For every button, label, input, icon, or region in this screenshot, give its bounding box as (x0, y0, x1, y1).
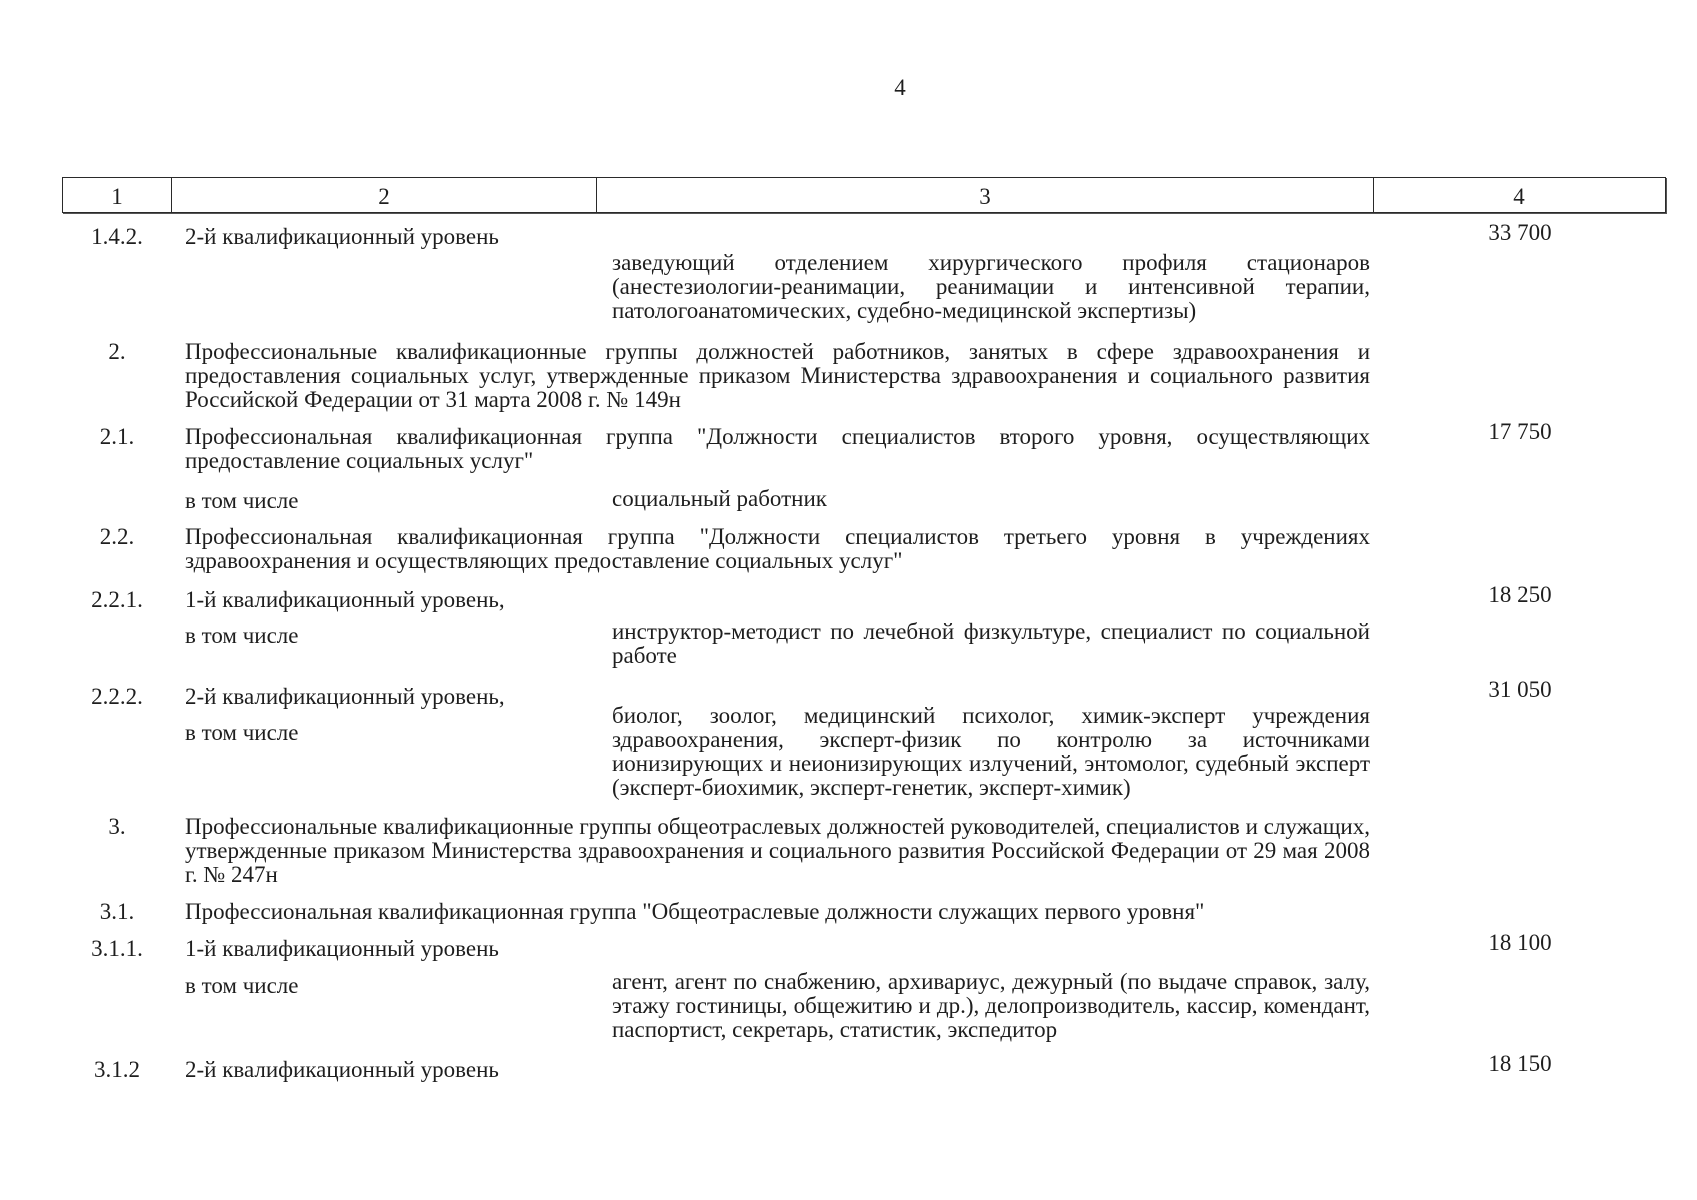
group-title: Профессиональная квалификационная группа "Должности специалистов третьего уровня в учреждениях здравоохранения и осуществляющих предоставление социальных услуг" (185, 524, 1370, 573)
row-number: 1.4.2. (91, 224, 143, 249)
positions-list: заведующий отделением хирургического профиля стационаров (анестезиологии-реанимации, реанимации и интенсивной терапии, патологоанатомических, судебно-медицинской экспертизы) (612, 250, 1370, 323)
salary-value: 18 250 (1488, 582, 1552, 607)
salary-value: 18 150 (1488, 1051, 1552, 1076)
positions-list: агент, агент по снабжению, архивариус, дежурный (по выдаче справок, залу, этажу гостиницы, общежитию и др.), делопроизводитель, кассир, комендант, паспортист, секретарь, статистик, экспедитор (612, 969, 1370, 1042)
sub-label: в том числе (185, 488, 299, 513)
row-number: 2.2.2. (91, 684, 143, 709)
header-col-4: 4 (1513, 184, 1525, 209)
row-number: 2.2. (99, 524, 135, 549)
level-label: 1-й квалификационный уровень, (185, 587, 505, 612)
row-number: 2.1. (99, 424, 135, 449)
group-title: Профессиональная квалификационная группа "Общеотраслевые должности служащих первого уровня" (185, 899, 1205, 924)
sub-label: в том числе (185, 973, 299, 998)
group-title: Профессиональная квалификационная группа "Должности специалистов второго уровня, осуществляющих предоставление социальных услуг" (185, 424, 1370, 473)
salary-value: 33 700 (1488, 220, 1552, 245)
row-number: 3.1.1. (91, 936, 143, 961)
salary-value: 31 050 (1488, 677, 1552, 702)
row-number: 3. (108, 814, 126, 839)
positions-list: социальный работник (612, 486, 827, 511)
salary-value: 18 100 (1488, 930, 1552, 955)
sub-label: в том числе (185, 720, 299, 745)
page-number: 4 (894, 75, 906, 100)
salary-value: 17 750 (1488, 419, 1552, 444)
group-title: Профессиональные квалификационные группы должностей работников, занятых в сфере здравоохранения и предоставления социальных услуг, утвержденные приказом Министерства здравоохранения и социального развития Российской Федерации от 31 марта 2008 г. № 149н (185, 339, 1370, 412)
row-number: 2. (108, 339, 126, 364)
row-number: 2.2.1. (91, 587, 143, 612)
positions-list: инструктор-методист по лечебной физкультуре, специалист по социальной работе (612, 619, 1370, 668)
header-col-2: 2 (172, 178, 597, 212)
level-label: 2-й квалификационный уровень (185, 1057, 499, 1082)
header-col-1: 1 (63, 178, 172, 212)
row-number: 3.1. (99, 899, 135, 924)
header-col-3: 3 (597, 178, 1374, 212)
sub-label: в том числе (185, 623, 299, 648)
table-header (62, 177, 1666, 213)
level-label: 2-й квалификационный уровень, (185, 684, 505, 709)
level-label: 1-й квалификационный уровень (185, 936, 499, 961)
level-label: 2-й квалификационный уровень (185, 224, 499, 249)
positions-list: биолог, зоолог, медицинский психолог, химик-эксперт учреждения здравоохранения, эксперт-физик по контролю за источниками ионизирующих и неионизирующих излучений, энтомолог, судебный эксперт (эксперт-биохимик, эксперт-генетик, эксперт-химик) (612, 703, 1370, 800)
row-number: 3.1.2 (94, 1057, 140, 1082)
group-title: Профессиональные квалификационные группы общеотраслевых должностей руководителей, специалистов и служащих, утвержденные приказом Министерства здравоохранения и социального развития Российской Федерации от 29 мая 2008 г. № 247н (185, 814, 1370, 887)
